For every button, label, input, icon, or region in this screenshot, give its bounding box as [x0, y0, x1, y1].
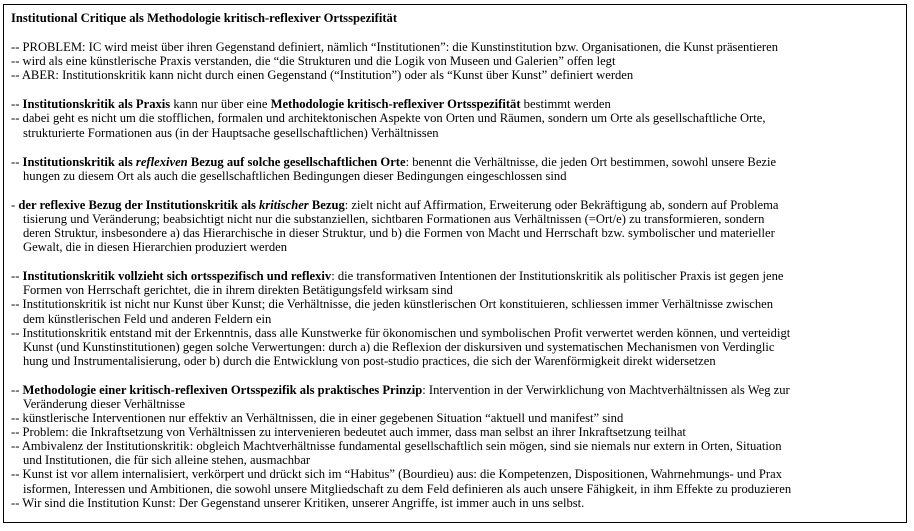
document-frame	[3, 4, 907, 523]
text-line	[11, 97, 898, 111]
text-line: -- dabei geht es nicht um die stofflichen, formalen und architektonischen Aspekte von Orten und Räumen, sondern um Orte als gesellschaftliche Orte,	[11, 111, 766, 126]
paragraph-problem	[11, 40, 898, 82]
text-fragment: kann nur über eine	[170, 97, 271, 112]
text-line: dem künstlerischen Feld und anderen Feldern ein	[23, 311, 272, 326]
bold-phrase: Institutionskritik vollzieht sich ortsspezifisch und reflexiv	[22, 269, 332, 284]
italic-text: kritischer	[259, 197, 309, 212]
text-fragment: : zielt nicht auf Affirmation, Erweiterung oder Bekräftigung ab, sondern auf Problema	[344, 197, 779, 212]
text-fragment: : Intervention in der Verwirklichung von Machtverhältnissen als Weg zur	[422, 382, 790, 397]
dash-prefix: -	[11, 197, 19, 212]
paragraph-critical	[11, 198, 898, 254]
bold-text: Institutionskritik als	[22, 154, 136, 169]
text-line: -- wird als eine künstlerische Praxis verstanden, die “die Strukturen und die Logik von Museen und Galerien” offen legt	[11, 54, 616, 69]
text-line	[11, 155, 898, 169]
text-line: -- Problem: die Inkraftsetzung von Verhältnissen zu intervenieren bedeutet auch immer, dass man selbst an ihrer Inkraftsetzung teilhat	[11, 425, 686, 440]
paragraph-site-specific	[11, 269, 898, 368]
text-line: -- Institutionskritik ist nicht nur Kunst über Kunst; die Verhältnisse, die jeden künstlerischen Ort konstituieren, schliessen immer Verhältnisse zwischen	[11, 297, 774, 312]
text-line: -- PROBLEM: IC wird meist über ihren Gegenstand definiert, nämlich “Institutionen”: die Kunstinstitution bzw. Organisationen, die Kunst präsentieren	[11, 40, 779, 55]
text-line: isformen, Interessen und Ambitionen, die sowohl unsere Mitgliedschaft zu dem Feld definieren als auch unsere Fähigkeit, in ihm Effekte zu produzieren	[23, 481, 792, 496]
text-line: -- Ambivalenz der Institutionskritik: obgleich Machtverhältnisse fundamental gesellschaftlich sein mögen, sind sie niemals nur extern in Orten, Situation	[11, 439, 782, 454]
bold-phrase: Methodologie kritisch-reflexiver Ortsspezifität	[270, 97, 521, 112]
text-line: hungen zu diesem Ort als auch die gesellschaftlichen Bedingungen dieser Bedingungen eingeschlossen sind	[23, 168, 567, 183]
paragraph-praxis	[11, 97, 898, 139]
text-fragment: bestimmt werden	[520, 97, 611, 112]
dash-prefix: --	[11, 154, 23, 169]
bold-phrase: Institutionskritik als Praxis	[22, 97, 171, 112]
paragraph-reflexive	[11, 155, 898, 183]
text-line	[11, 383, 898, 397]
text-line: Veränderung dieser Verhältnisse	[23, 396, 186, 411]
text-line: -- Institutionskritik entstand mit der Erkenntnis, dass alle Kunstwerke für ökonomischen und symbolischen Profit verwertet werden können, und verteidigt	[11, 325, 791, 340]
text-line: -- Kunst ist vor allem internalisiert, verkörpert und drückt sich im “Habitus” (Bourdieu) aus: die Kompetenzen, Dispositionen, Wahrnehmungs- und Prax	[11, 467, 782, 482]
text-line: tisierung und Veränderung; beabsichtigt nicht nur die substanziellen, sichtbaren Formationen aus Verhältnissen (=Ort/e) zu transformieren, sondern	[23, 211, 765, 226]
text-line: Gewalt, die in diesen Hierarchien produziert werden	[23, 240, 288, 255]
text-fragment: : die transformativen Intentionen der Institutionskritik als politischer Praxis ist gegen jene	[331, 269, 784, 284]
text-line: Formen von Herrschaft gerichtet, die in ihrem direkten Betätigungsfeld wirksam sind	[23, 283, 453, 298]
bold-phrase	[23, 155, 406, 169]
document-title: Institutional Critique als Methodologie kritisch-reflexiver Ortsspezifität	[11, 11, 398, 25]
bold-text: Bezug auf solche gesellschaftlichen Orte	[187, 154, 406, 169]
text-fragment: : benennt die Verhältnisse, die jeden Ort bestimmen, sowohl unsere Bezie	[405, 154, 777, 169]
text-line: deren Struktur, insbesondere a) das Hierarchische in dieser Struktur, und b) die Formen von Macht und Herrschaft bzw. symbolischer und materieller	[23, 226, 775, 241]
dash-prefix: --	[11, 382, 23, 397]
text-line: -- künstlerische Interventionen nur effektiv an Verhältnissen, die in einer gegebenen Situation “aktuell und manifest” sind	[11, 411, 624, 426]
text-line: und Institutionen, die für sich alleine stehen, ausmachbar	[23, 453, 311, 468]
text-line	[11, 269, 898, 283]
bold-phrase	[18, 198, 344, 212]
text-line: -- Wir sind die Institution Kunst: Der Gegenstand unserer Kritiken, unserer Angriffe, ist immer auch in uns selbst.	[11, 495, 585, 510]
text-line: -- ABER: Institutionskritik kann nicht durch einen Gegenstand (“Institution”) oder als “Kunst über Kunst” definiert werden	[11, 68, 634, 83]
bold-text: der reflexive Bezug der Institutionskritik als	[18, 197, 260, 212]
text-line: hung und Instrumentalisierung, oder b) durch die Entwicklung von post-studio practices, die sich der Warenförmigkeit direkt widersetzen	[23, 353, 716, 368]
bold-phrase: Methodologie einer kritisch-reflexiven Ortsspezifik als praktisches Prinzip	[22, 382, 423, 397]
bold-text: Bezug	[308, 197, 345, 212]
text-line	[11, 198, 898, 212]
dash-prefix: --	[11, 269, 23, 284]
dash-prefix: --	[11, 97, 23, 112]
italic-text: reflexiven	[135, 154, 188, 169]
paragraph-methodology	[11, 383, 898, 510]
text-line: Kunst (und Kunstinstitutionen) gegen solche Verwertungen: durch a) die Reflexion der diskursiven und systematischen Mechanismen von Verdinglic	[23, 339, 775, 354]
text-line: strukturierte Formationen aus (in der Hauptsache gesellschaftlichen) Verhältnissen	[23, 125, 439, 140]
